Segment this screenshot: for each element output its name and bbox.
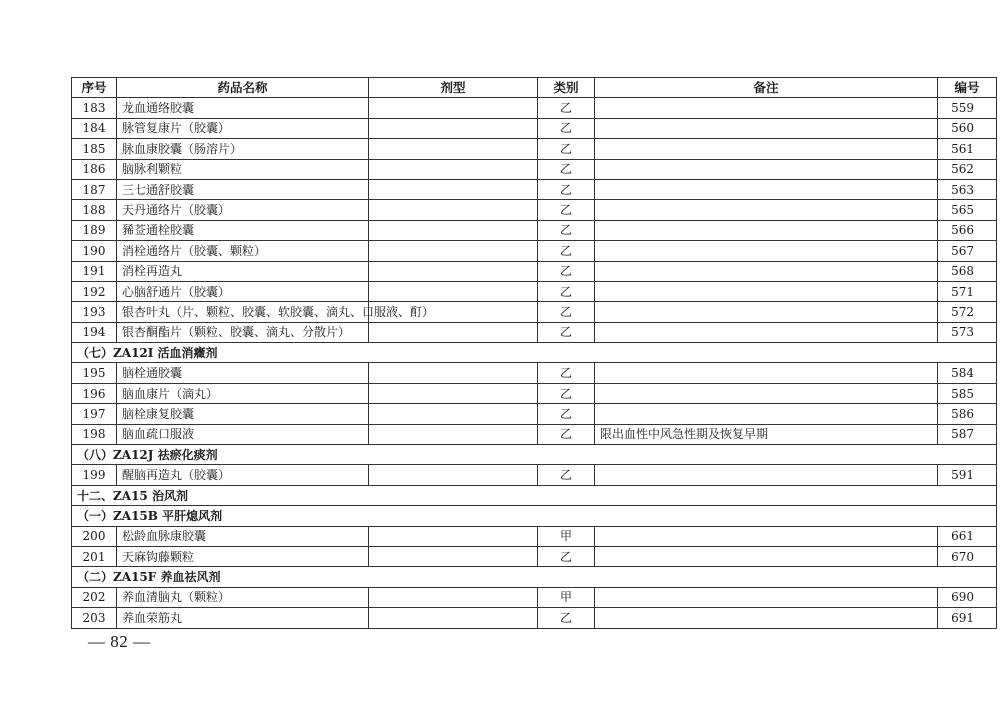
- row-form: [369, 220, 538, 240]
- row-note: [595, 322, 938, 342]
- row-code: 661: [938, 526, 997, 546]
- row-form: [369, 200, 538, 220]
- row-category: 乙: [538, 363, 595, 383]
- row-seq: 201: [72, 546, 117, 566]
- row-note: [595, 118, 938, 138]
- section-title: （八）ZA12J 祛瘀化痰剂: [72, 445, 997, 465]
- row-category: 乙: [538, 261, 595, 281]
- table-row: [72, 404, 997, 424]
- row-note: [595, 587, 938, 607]
- row-note: [595, 363, 938, 383]
- table-row: [72, 118, 997, 138]
- row-category: 甲: [538, 526, 595, 546]
- row-code: 571: [938, 281, 997, 301]
- row-note: [595, 98, 938, 118]
- table-header-row: [72, 78, 997, 98]
- row-category: 乙: [538, 98, 595, 118]
- row-drug-name: 脉管复康片（胶囊）: [117, 118, 369, 138]
- row-seq: 199: [72, 465, 117, 485]
- table-row: [72, 302, 997, 322]
- row-drug-name: 养血荣筋丸: [117, 608, 369, 628]
- table-row: [72, 526, 997, 546]
- row-seq: 189: [72, 220, 117, 240]
- row-form: [369, 465, 538, 485]
- row-category: 乙: [538, 608, 595, 628]
- row-drug-name: 银杏叶丸（片、颗粒、胶囊、软胶囊、滴丸、口服液、酊）: [117, 302, 369, 322]
- row-form: [369, 546, 538, 566]
- row-code: 585: [938, 383, 997, 403]
- row-code: 591: [938, 465, 997, 485]
- header-name: 药品名称: [117, 78, 369, 98]
- row-note: [595, 139, 938, 159]
- header-category: 类别: [538, 78, 595, 98]
- row-code: 691: [938, 608, 997, 628]
- row-code: 568: [938, 261, 997, 281]
- row-code: 559: [938, 98, 997, 118]
- row-seq: 194: [72, 322, 117, 342]
- row-note: [595, 261, 938, 281]
- row-seq: 198: [72, 424, 117, 444]
- table-row: [72, 200, 997, 220]
- section-row: [72, 445, 997, 465]
- row-form: [369, 587, 538, 607]
- row-category: 乙: [538, 220, 595, 240]
- row-category: 乙: [538, 465, 595, 485]
- row-category: 乙: [538, 302, 595, 322]
- row-seq: 200: [72, 526, 117, 546]
- row-form: [369, 424, 538, 444]
- row-seq: 202: [72, 587, 117, 607]
- row-category: 乙: [538, 424, 595, 444]
- row-code: 690: [938, 587, 997, 607]
- row-code: 670: [938, 546, 997, 566]
- row-note: [595, 526, 938, 546]
- section-title: （一）ZA15B 平肝熄风剂: [72, 506, 997, 526]
- row-form: [369, 179, 538, 199]
- row-form: [369, 98, 538, 118]
- row-form: [369, 404, 538, 424]
- row-note: [595, 404, 938, 424]
- section-row: [72, 506, 997, 526]
- row-code: 562: [938, 159, 997, 179]
- row-category: 乙: [538, 159, 595, 179]
- section-row: [72, 343, 997, 363]
- row-note: [595, 302, 938, 322]
- row-note: [595, 281, 938, 301]
- header-code: 编号: [938, 78, 997, 98]
- row-form: [369, 608, 538, 628]
- row-drug-name: 脉血康胶囊（肠溶片）: [117, 139, 369, 159]
- row-seq: 193: [72, 302, 117, 322]
- row-drug-name: 松龄血脉康胶囊: [117, 526, 369, 546]
- row-code: 565: [938, 200, 997, 220]
- row-form: [369, 281, 538, 301]
- row-seq: 191: [72, 261, 117, 281]
- section-title: （七）ZA12I 活血消癥剂: [72, 343, 997, 363]
- row-drug-name: 醒脑再造丸（胶囊）: [117, 465, 369, 485]
- row-form: [369, 139, 538, 159]
- row-seq: 188: [72, 200, 117, 220]
- row-category: 乙: [538, 383, 595, 403]
- drug-table: [71, 77, 997, 629]
- row-seq: 203: [72, 608, 117, 628]
- row-category: 乙: [538, 179, 595, 199]
- row-drug-name: 豨莶通栓胶囊: [117, 220, 369, 240]
- table-row: [72, 281, 997, 301]
- row-category: 乙: [538, 281, 595, 301]
- row-code: 567: [938, 241, 997, 261]
- row-drug-name: 脑血康片（滴丸）: [117, 383, 369, 403]
- row-form: [369, 526, 538, 546]
- header-form: 剂型: [369, 78, 538, 98]
- table-row: [72, 220, 997, 240]
- table-row: [72, 139, 997, 159]
- row-seq: 197: [72, 404, 117, 424]
- page-number: — 82 —: [88, 632, 151, 651]
- row-note: [595, 241, 938, 261]
- row-code: 563: [938, 179, 997, 199]
- row-note: [595, 200, 938, 220]
- row-drug-name: 天丹通络片（胶囊）: [117, 200, 369, 220]
- row-seq: 196: [72, 383, 117, 403]
- header-note: 备注: [595, 78, 938, 98]
- table-row: [72, 179, 997, 199]
- row-seq: 185: [72, 139, 117, 159]
- row-note: [595, 546, 938, 566]
- row-code: 560: [938, 118, 997, 138]
- row-category: 乙: [538, 139, 595, 159]
- table-row: [72, 363, 997, 383]
- row-form: [369, 261, 538, 281]
- row-seq: 183: [72, 98, 117, 118]
- row-drug-name: 脑脉利颗粒: [117, 159, 369, 179]
- section-row: [72, 567, 997, 587]
- row-drug-name: 养血清脑丸（颗粒）: [117, 587, 369, 607]
- row-drug-name: 龙血通络胶囊: [117, 98, 369, 118]
- row-category: 乙: [538, 404, 595, 424]
- section-row: [72, 485, 997, 505]
- row-drug-name: 心脑舒通片（胶囊）: [117, 281, 369, 301]
- row-category: 乙: [538, 118, 595, 138]
- row-seq: 187: [72, 179, 117, 199]
- row-category: 乙: [538, 241, 595, 261]
- table-row: [72, 383, 997, 403]
- table-row: [72, 241, 997, 261]
- row-category: 甲: [538, 587, 595, 607]
- row-seq: 192: [72, 281, 117, 301]
- row-category: 乙: [538, 546, 595, 566]
- header-seq: 序号: [72, 78, 117, 98]
- row-drug-name: 消栓通络片（胶囊、颗粒）: [117, 241, 369, 261]
- row-drug-name: 脑栓通胶囊: [117, 363, 369, 383]
- row-category: 乙: [538, 200, 595, 220]
- section-title: （二）ZA15F 养血祛风剂: [72, 567, 997, 587]
- table-row: [72, 322, 997, 342]
- row-code: 587: [938, 424, 997, 444]
- row-drug-name: 银杏酮酯片（颗粒、胶囊、滴丸、分散片）: [117, 322, 369, 342]
- row-drug-name: 脑栓康复胶囊: [117, 404, 369, 424]
- row-drug-name: 脑血疏口服液: [117, 424, 369, 444]
- row-form: [369, 241, 538, 261]
- row-code: 586: [938, 404, 997, 424]
- row-code: 561: [938, 139, 997, 159]
- row-form: [369, 322, 538, 342]
- row-code: 573: [938, 322, 997, 342]
- row-seq: 190: [72, 241, 117, 261]
- row-note: [595, 383, 938, 403]
- row-code: 566: [938, 220, 997, 240]
- table-row: [72, 159, 997, 179]
- row-note: 限出血性中风急性期及恢复早期: [595, 424, 938, 444]
- row-form: [369, 159, 538, 179]
- row-note: [595, 608, 938, 628]
- row-note: [595, 159, 938, 179]
- row-form: [369, 363, 538, 383]
- table-row: [72, 465, 997, 485]
- row-category: 乙: [538, 322, 595, 342]
- row-form: [369, 383, 538, 403]
- row-seq: 186: [72, 159, 117, 179]
- row-code: 572: [938, 302, 997, 322]
- row-seq: 195: [72, 363, 117, 383]
- row-form: [369, 118, 538, 138]
- row-drug-name: 三七通舒胶囊: [117, 179, 369, 199]
- row-code: 584: [938, 363, 997, 383]
- row-drug-name: 天麻钩藤颗粒: [117, 546, 369, 566]
- row-seq: 184: [72, 118, 117, 138]
- table-row: [72, 98, 997, 118]
- table-row: [72, 424, 997, 444]
- row-note: [595, 465, 938, 485]
- table-row: [72, 261, 997, 281]
- row-note: [595, 179, 938, 199]
- table-row: [72, 608, 997, 628]
- row-drug-name: 消栓再造丸: [117, 261, 369, 281]
- table-row: [72, 546, 997, 566]
- section-title: 十二、ZA15 治风剂: [72, 485, 997, 505]
- table-row: [72, 587, 997, 607]
- table-body: [72, 98, 997, 628]
- row-note: [595, 220, 938, 240]
